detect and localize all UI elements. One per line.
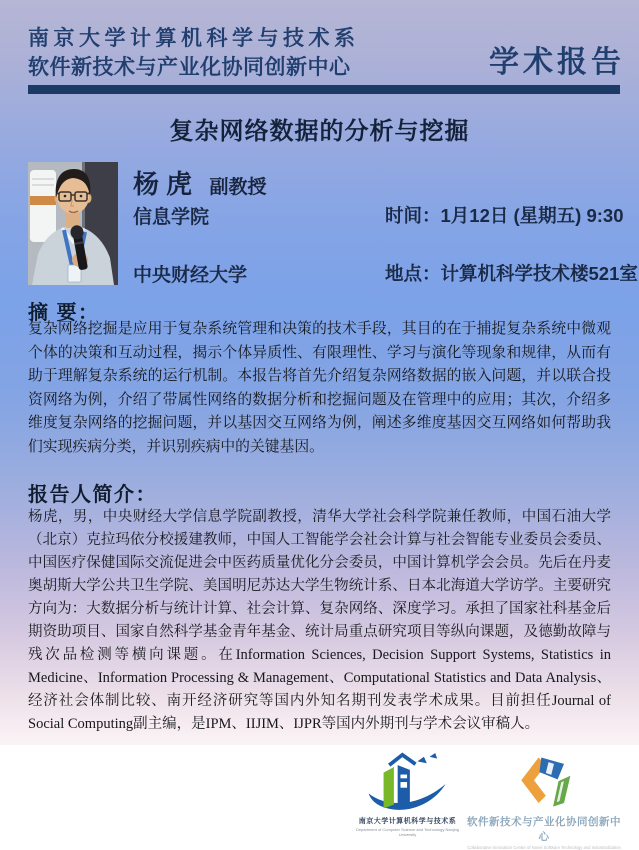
speaker-academic-title: 副教授 [209,177,267,198]
speaker-block [28,160,638,290]
abstract-text: 复杂网络挖掘是应用于复杂系统管理和决策的技术手段，其目的在于捕捉复杂系统中微观个体的决策和互动过程，揭示个体异质性、有限理性、学习与演化等现象和规律，从而有助于理解复杂系统的运行机制。本报告将首先介绍复杂网络数据的嵌入问题，并以联合投资网络为例，介绍了带属性网络的数据分析和挖掘问题及在管理中的应用；其次，介绍多维度复杂网络的挖掘问题，并以基因交互网络为例，阐述多维度基因交互网络如何帮助我们实现疾病分类，并识别疾病中的关键基因。 [28,321,611,455]
nju-cs-logo-caption: 南京大学计算机科学与技术系 [358,818,457,825]
place-value: 计算机科学技术楼521室 [440,263,638,284]
bio-heading: 报告人简介： [28,484,157,506]
place-label: 地点： [385,263,441,284]
time-label: 时间： [385,205,441,226]
time-value: 1月12日 (星期五) 9:30 [440,205,624,226]
nju-cs-logo-block [350,750,465,837]
speaker-photo-illustration [28,162,118,285]
nju-cs-department-logo-icon [360,752,456,814]
header-divider-bar [28,85,620,94]
footer-logo-strip [0,745,639,850]
bio-text: 杨虎，男，中央财经大学信息学院副教授，清华大学社会科学院兼任教师，中国石油大学（北京）克拉玛依分校援建教师，中国人工智能学会社会计算与社会智能专业委员会委员、中国医疗保健国际交流促进会中医药质量优化分会委员，中国计算机学会会员。先后在丹麦奥胡斯大学公共卫生学院、美国明尼苏达大学生物统计系、日本北海道大学访学。主要研究方向为：大数据分析与统计计算、社会计算、复杂网络、深度学习。承担了国家社科基金后期资助项目、国家自然科学基金青年基金、统计局重点研究项目等纵向课题，及德勤故障与残次品检测等横向课题。在Information Sciences, Decision Support Systems, Statistics in Medicine、Information Processing & Management、Computational Statistics and Data Analysis、经济社会体制比较、南开经济研究等国内外知名期刊发表学术成果。目前担任Journal of Social Computing副主编，是IPM、IIJIM、IJPR等国内外期刊与学术会议审稿人。 [28,509,611,732]
innovation-center-logo-icon [514,754,574,812]
nju-cs-logo-caption-en: Department of Computer Science and Technology Nanjing University [355,827,460,837]
innovation-center-logo-caption: 软件新技术与产业化协同创新中心 [467,816,621,843]
talk-time [385,202,624,228]
speaker-name: 杨虎 [133,170,200,199]
event-type-badge: 学术报告 [489,46,625,79]
innovation-center-logo-block [466,750,622,850]
talk-title: 复杂网络数据的分析与挖掘 [169,118,470,145]
innovation-center-logo-caption-en: Collaborative Innovation Center of Novel Software Technology and Industrialization [467,845,621,850]
speaker-university: 中央财经大学 [133,265,248,286]
speaker-department: 信息学院 [133,207,210,228]
speaker-photo [28,162,118,285]
talk-location [385,260,638,286]
organizer-line-1: 南京大学计算机科学与技术系 [28,27,360,50]
organizer-line-2: 软件新技术与产业化协同创新中心 [28,56,351,79]
organizer-block [28,24,360,82]
abstract-heading: 摘 要： [28,302,100,324]
speaker-name-row [133,164,266,201]
